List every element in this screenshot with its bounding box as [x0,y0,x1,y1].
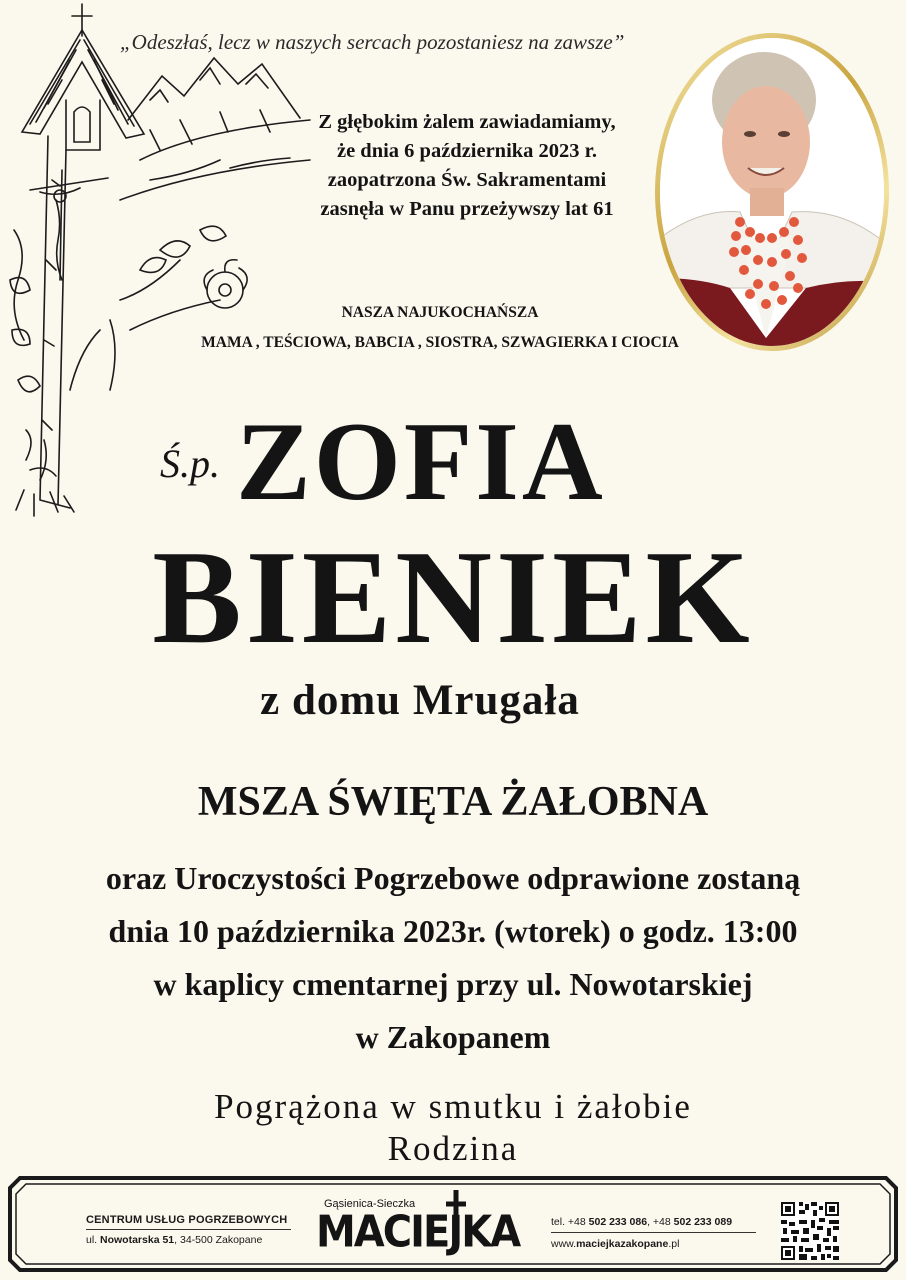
family-roles-list: MAMA , TEŚCIOWA, BABCIA , SIOSTRA, SZWAGIERKA I CIOCIA [201,334,679,351]
brand-block [316,1198,528,1258]
funeral-details-line: dnia 10 października 2023r. (wtorek) o godz. 13:00 [108,913,798,949]
family-roles [175,298,705,358]
phone-separator: , +48 [647,1216,674,1228]
mourning-line: Pogrążona w smutku i żałobie [214,1087,692,1126]
first-name: ZOFIA [236,400,606,524]
announcement-line: że dnia 6 października 2023 r. [336,140,598,162]
website [551,1238,771,1250]
divider [551,1232,756,1233]
phone-1: 502 233 086 [588,1216,648,1228]
web-domain: maciejkazakopane [576,1238,669,1250]
mourning-family: Rodzina [387,1129,519,1168]
company-address [86,1234,326,1246]
death-announcement [292,108,642,224]
maiden-name: z domu Mrugała [260,677,580,724]
funeral-details-line: w kaplicy cmentarnej przy ul. Nowotarskiej [153,966,753,1002]
company-name: CENTRUM USŁUG POGRZEBOWYCH [86,1214,288,1226]
divider [86,1229,291,1230]
funeral-details-line: w Zakopanem [355,1019,551,1055]
company-info [86,1214,326,1246]
web-prefix: www. [551,1238,577,1250]
address-street: Nowotarska 51 [100,1234,175,1246]
name-prefix: Ś.p. [160,441,220,486]
phone-numbers [551,1216,771,1228]
surname: BIENIEK [152,523,754,671]
family-roles-heading: NASZA NAJUKOCHAŃSZA [341,304,539,321]
cross-icon [444,1190,468,1250]
announcement-line: Z głębokim żalem zawiadamiamy, [318,111,616,133]
funeral-details [0,852,906,1064]
announcement-line: zasnęła w Panu przeżywszy lat 61 [320,198,614,220]
phone-2: 502 233 089 [673,1216,733,1228]
mourning-signature [0,1086,906,1170]
brand-logo: MACIEJKA [316,1206,520,1258]
qr-code-icon [781,1202,839,1260]
address-city: , 34-500 Zakopane [174,1234,263,1246]
brand-owner: Gąsienica-Sieczka [324,1198,416,1210]
contact-info [551,1216,771,1250]
phone-prefix: tel. +48 [551,1216,589,1228]
web-suffix: .pl [668,1238,680,1250]
funeral-details-line: oraz Uroczystości Pogrzebowe odprawione zostaną [105,860,801,896]
mass-title: MSZA ŚWIĘTA ŻAŁOBNA [197,779,709,825]
address-prefix: ul. [86,1234,101,1246]
announcement-line: zaopatrzona Św. Sakramentami [327,169,607,191]
memorial-quote: „Odeszłaś, lecz w naszych sercach pozostaniesz na zawsze” [120,30,625,54]
